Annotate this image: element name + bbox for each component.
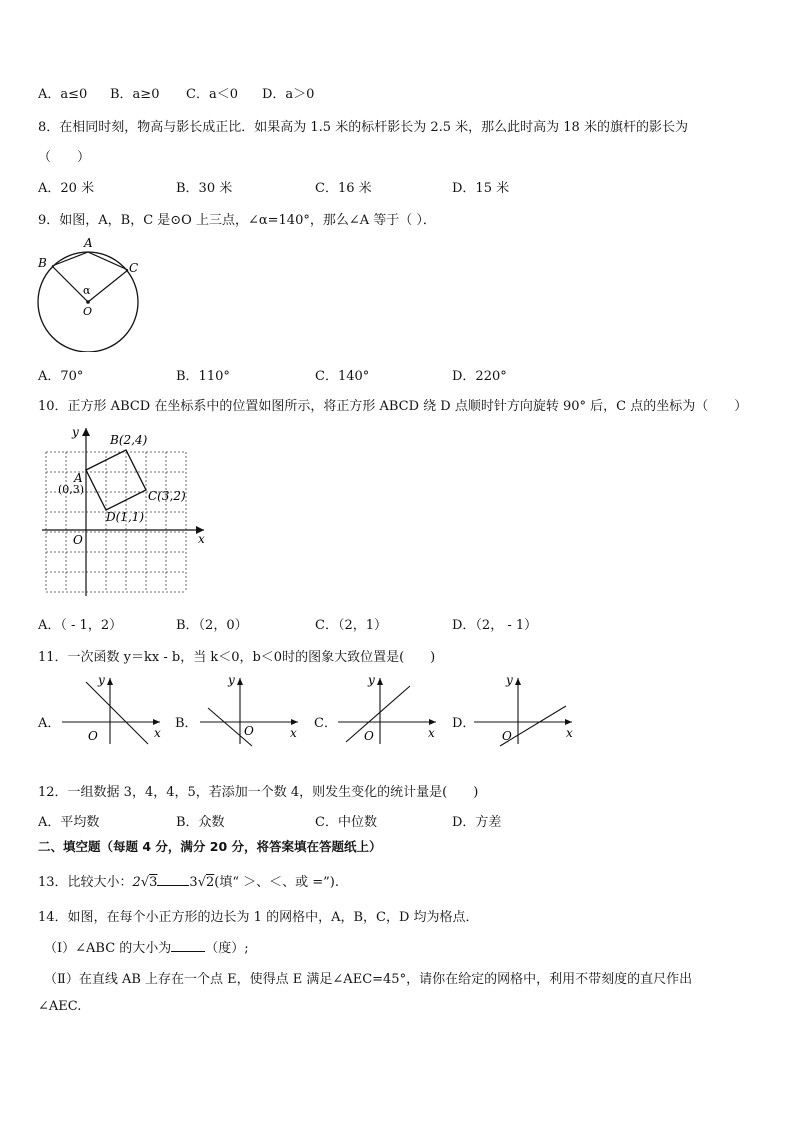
q9-circle-figure — [30, 232, 150, 352]
chord-ac — [88, 252, 128, 270]
q13-suffix: (填“ ＞、＜、或 =”). — [214, 875, 339, 890]
q10-question: 10．正方形 ABCD 在坐标系中的位置如图所示，将正方形 ABCD 绕 D 点顺时针方向旋转 90° 后，C 点的坐标为（ ） — [38, 399, 748, 414]
q9-option-b: B．110° — [176, 369, 230, 384]
section-2-title: 二、填空题（每题 4 分，满分 20 分，将答案填在答题纸上） — [38, 839, 382, 854]
q8-option-d: D．15 米 — [452, 181, 510, 196]
label-c: C(3,2) — [148, 489, 186, 503]
origin-label: O — [73, 533, 83, 547]
q8-option-b: B．30 米 — [176, 181, 233, 196]
center-dot — [86, 300, 90, 304]
q11-question: 11．一次函数 y＝kx - b，当 k＜0，b＜0时的图象大致位置是( ) — [38, 650, 436, 665]
x-axis-label: x — [198, 532, 205, 546]
y-label: y — [506, 673, 513, 687]
q12-option-c: C．中位数 — [315, 815, 377, 830]
q14-part1-prefix: （Ⅰ）∠ABC 的大小为 — [44, 941, 172, 956]
label-c: C — [129, 261, 139, 275]
q14-part2-line2: ∠AEC. — [38, 999, 82, 1014]
label-b: B(2,4) — [110, 433, 148, 447]
y-axis-label: y — [72, 425, 79, 439]
label-alpha: α — [83, 284, 91, 297]
chord-ba — [52, 252, 88, 266]
label-a-coords: (0,3) — [58, 483, 85, 496]
q9-option-d: D．220° — [452, 369, 507, 384]
q11-option-b: B． — [175, 716, 198, 731]
q11-graph-a — [58, 672, 168, 747]
label-o: O — [83, 305, 93, 318]
q9-option-a: A．70° — [38, 369, 84, 384]
q13-left-radicand: 3 — [149, 875, 158, 890]
q13-question — [38, 871, 339, 890]
q14-part1 — [44, 937, 249, 956]
x-label: x — [290, 726, 297, 740]
q11-option-c: C． — [314, 716, 337, 731]
q8-paren: （ ） — [38, 150, 91, 165]
q7-option-c: C．a＜0 — [186, 87, 238, 102]
q12-option-b: B．众数 — [176, 815, 225, 830]
label-b: B — [38, 256, 47, 270]
q13-right-radicand: 2 — [205, 875, 215, 890]
square-abcd — [86, 450, 146, 510]
x-label: x — [154, 726, 161, 740]
q8-option-a: A．20 米 — [38, 181, 95, 196]
q11-graph-c — [334, 672, 444, 747]
q7-option-d: D．a＞0 — [262, 87, 315, 102]
label-d: D(1,1) — [106, 510, 145, 524]
q13-right-sqrt: √2 — [197, 875, 215, 890]
q10-option-d: D．（2， - 1） — [452, 618, 538, 633]
o-label: O — [244, 724, 254, 738]
x-label: x — [566, 726, 573, 740]
q12-option-a: A．平均数 — [38, 815, 100, 830]
o-label: O — [502, 729, 512, 743]
label-a: A — [84, 236, 93, 250]
q13-left-coef: 2 — [132, 875, 141, 890]
q8-option-c: C．16 米 — [315, 181, 372, 196]
q14-part1-suffix: （度）; — [205, 941, 249, 956]
q12-question: 12．一组数据 3，4，4，5，若添加一个数 4，则发生变化的统计量是( ) — [38, 785, 479, 800]
q10-option-c: C．（2，1） — [315, 618, 387, 633]
q10-option-b: B．（2，0） — [176, 618, 248, 633]
q13-right-coef: 3 — [189, 875, 198, 890]
q8-question: 8．在相同时刻，物高与影长成正比．如果高为 1.5 米的标杆影长为 2.5 米，那么此时高为 18 米的旗杆的影长为 — [38, 120, 688, 135]
q13-prefix: 13．比较大小： — [38, 875, 133, 890]
q11-graph-d — [470, 672, 580, 747]
q11-option-d: D． — [452, 716, 476, 731]
q10-option-a: A．（ - 1，2） — [38, 618, 123, 633]
q14-part2-line1: （Ⅱ）在直线 AB 上存在一个点 E，使得点 E 满足∠AEC=45°，请你在给定的网格中，利用不带刻度的直尺作出 — [44, 972, 693, 987]
q14-question: 14．如图，在每个小正方形的边长为 1 的网格中，A，B，C，D 均为格点． — [38, 910, 479, 925]
q9-option-c: C．140° — [315, 369, 370, 384]
q12-option-d: D．方差 — [452, 815, 502, 830]
q13-answer-blank[interactable] — [157, 873, 189, 886]
q13-left-sqrt: √3 — [140, 875, 158, 890]
line-c — [346, 686, 410, 742]
radius-oc — [88, 270, 128, 302]
x-label: x — [428, 726, 435, 740]
q10-coordinate-figure — [38, 420, 213, 600]
o-label: O — [88, 729, 98, 743]
q11-graph-b — [196, 672, 306, 747]
o-label: O — [364, 729, 374, 743]
y-label: y — [368, 673, 375, 687]
q7-option-a: A．a≤0 — [38, 87, 88, 102]
y-label: y — [98, 673, 105, 687]
q14-part1-blank[interactable] — [171, 939, 205, 952]
label-a: A — [74, 471, 83, 485]
y-label: y — [228, 673, 235, 687]
q9-question: 9．如图，A，B，C 是⊙O 上三点，∠α=140°，那么∠A 等于（ ）． — [38, 213, 436, 228]
y-axis-arrow — [82, 428, 90, 436]
q7-option-b: B．a≥0 — [110, 87, 160, 102]
q11-option-a: A． — [38, 716, 61, 731]
